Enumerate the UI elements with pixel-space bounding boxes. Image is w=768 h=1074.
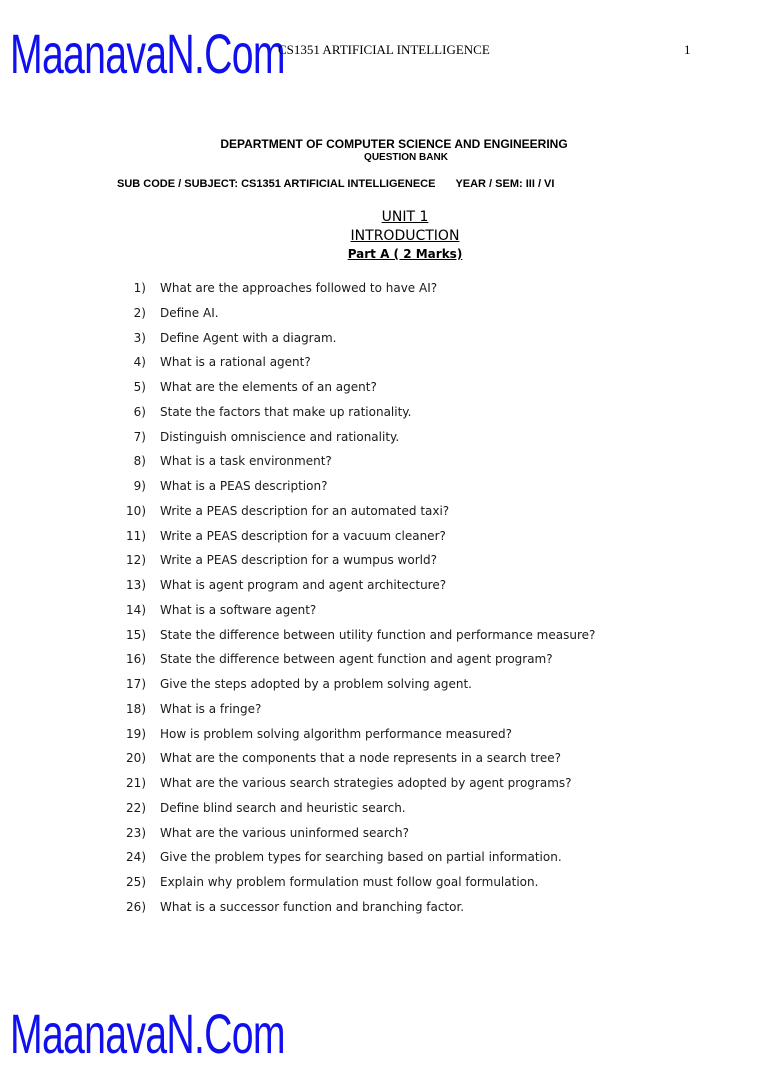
part-heading: Part A ( 2 Marks) bbox=[347, 247, 463, 261]
question-item bbox=[110, 749, 595, 774]
question-item bbox=[110, 725, 595, 750]
question-item bbox=[110, 700, 595, 725]
question-number: 16) bbox=[126, 652, 146, 667]
question-text: Write a PEAS description for a vacuum cleaner? bbox=[160, 528, 446, 543]
question-item bbox=[110, 279, 595, 304]
question-item bbox=[110, 403, 595, 428]
subject-line bbox=[117, 178, 554, 190]
question-item bbox=[110, 477, 595, 502]
question-number: 18) bbox=[126, 701, 146, 716]
question-number: 17) bbox=[126, 677, 146, 691]
question-text: What is a PEAS description? bbox=[160, 479, 328, 493]
question-number: 20) bbox=[126, 751, 146, 766]
question-item bbox=[110, 799, 595, 824]
question-number: 5) bbox=[133, 380, 146, 394]
department-heading: DEPARTMENT OF COMPUTER SCIENCE AND ENGINEERING bbox=[220, 137, 568, 151]
document-type: QUESTION BANK bbox=[364, 152, 448, 163]
question-text: Define blind search and heuristic search. bbox=[160, 800, 406, 815]
question-text: Explain why problem formulation must follow goal formulation. bbox=[160, 875, 539, 889]
question-text: Define Agent with a diagram. bbox=[160, 330, 337, 345]
question-text: Write a PEAS description for a wumpus world? bbox=[160, 553, 437, 568]
question-number: 15) bbox=[126, 627, 146, 642]
question-item bbox=[110, 848, 595, 873]
question-text: Distinguish omniscience and rationality. bbox=[160, 429, 400, 444]
question-text: What is a successor function and branching factor. bbox=[160, 899, 465, 914]
question-item bbox=[110, 428, 595, 453]
question-number: 21) bbox=[126, 776, 146, 790]
question-number: 10) bbox=[126, 503, 146, 518]
question-text: How is problem solving algorithm performance measured? bbox=[160, 726, 512, 741]
question-text: Write a PEAS description for an automated taxi? bbox=[160, 503, 450, 518]
year-semester: YEAR / SEM: III / VI bbox=[455, 178, 555, 190]
question-item bbox=[110, 774, 595, 799]
question-number: 2) bbox=[133, 305, 146, 320]
question-number: 14) bbox=[126, 602, 146, 617]
question-text: What is agent program and agent architecture? bbox=[160, 578, 447, 592]
question-item bbox=[110, 329, 595, 354]
subject-code: SUB CODE / SUBJECT: CS1351 ARTIFICIAL INTELLIGENECE bbox=[117, 178, 436, 190]
question-item bbox=[110, 601, 595, 626]
question-text: What is a software agent? bbox=[160, 602, 317, 617]
question-text: State the factors that make up rationality. bbox=[160, 404, 412, 419]
unit-title: INTRODUCTION bbox=[350, 228, 460, 244]
question-text: What is a task environment? bbox=[160, 454, 332, 469]
question-number: 23) bbox=[126, 825, 146, 840]
question-text: Give the problem types for searching based on partial information. bbox=[160, 850, 562, 865]
question-item bbox=[110, 378, 595, 403]
question-item bbox=[110, 304, 595, 329]
question-number: 24) bbox=[126, 850, 146, 865]
question-text: What is a rational agent? bbox=[160, 355, 311, 370]
question-text: What are the approaches followed to have AI? bbox=[160, 281, 438, 295]
site-logo-footer: MaanavaN.Com bbox=[10, 1002, 285, 1065]
question-text: What are the elements of an agent? bbox=[160, 380, 377, 394]
question-number: 8) bbox=[133, 454, 146, 469]
question-text: What is a fringe? bbox=[160, 701, 262, 716]
question-item bbox=[110, 873, 595, 898]
question-number: 7) bbox=[133, 429, 146, 444]
question-text: What are the various search strategies adopted by agent programs? bbox=[160, 776, 572, 790]
question-number: 9) bbox=[133, 479, 146, 493]
question-item bbox=[110, 898, 595, 923]
question-number: 3) bbox=[133, 330, 146, 345]
question-number: 12) bbox=[126, 553, 146, 568]
question-text: What are the various uninformed search? bbox=[160, 825, 409, 840]
question-number: 11) bbox=[126, 528, 146, 543]
page-number: 1 bbox=[684, 42, 691, 57]
question-item bbox=[110, 824, 595, 849]
question-item bbox=[110, 527, 595, 552]
question-text: State the difference between agent function and agent program? bbox=[160, 652, 553, 667]
question-item bbox=[110, 576, 595, 601]
question-number: 22) bbox=[126, 800, 146, 815]
question-number: 13) bbox=[126, 578, 146, 592]
question-list bbox=[110, 279, 595, 923]
question-number: 1) bbox=[133, 281, 146, 295]
question-text: Define AI. bbox=[160, 305, 219, 320]
unit-heading: UNIT 1 bbox=[381, 209, 429, 225]
question-item bbox=[110, 353, 595, 378]
question-text: State the difference between utility function and performance measure? bbox=[160, 627, 596, 642]
question-item bbox=[110, 502, 595, 527]
question-number: 25) bbox=[126, 875, 146, 889]
site-logo: MaanavaN.Com bbox=[10, 22, 285, 85]
question-text: What are the components that a node represents in a search tree? bbox=[160, 751, 561, 766]
question-text: Give the steps adopted by a problem solving agent. bbox=[160, 677, 472, 691]
question-number: 6) bbox=[133, 404, 146, 419]
question-number: 26) bbox=[126, 899, 146, 914]
question-number: 19) bbox=[126, 726, 146, 741]
header-course-title: CS1351 ARTIFICIAL INTELLIGENCE bbox=[278, 42, 490, 57]
question-item bbox=[110, 551, 595, 576]
question-item bbox=[110, 626, 595, 651]
question-item bbox=[110, 675, 595, 700]
question-number: 4) bbox=[133, 355, 146, 370]
question-item bbox=[110, 650, 595, 675]
question-item bbox=[110, 452, 595, 477]
